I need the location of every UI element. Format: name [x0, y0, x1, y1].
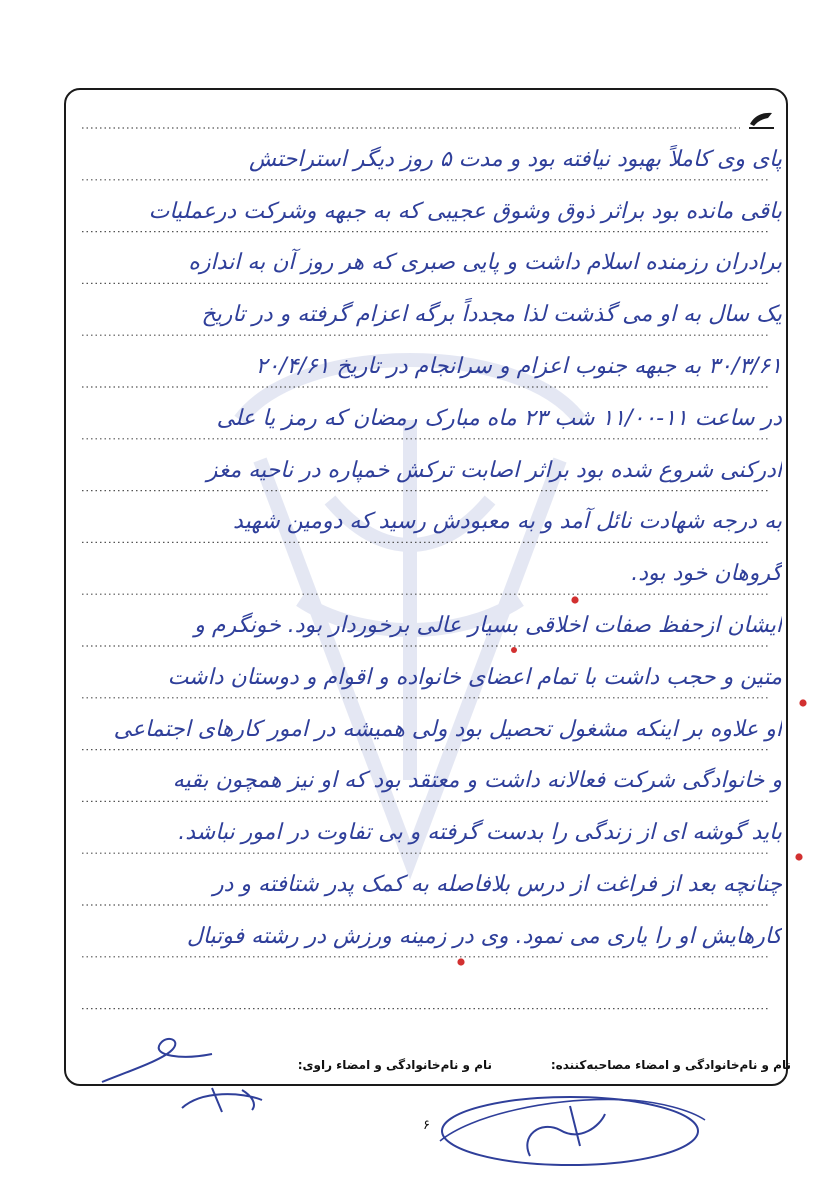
red-bullet-mark [795, 853, 802, 860]
handwritten-line: در ساعت ۱۱-۱۱/۰۰ شب ۲۳ ماه مبارک رمضان که رمز یا علی [216, 405, 782, 431]
handwritten-line: باقی مانده بود براثر ذوق وشوق عجیبی که به جبهه وشرکت درعملیات [148, 198, 782, 224]
handwritten-line: گروهان خود بود. [631, 561, 782, 587]
narrator-signature [92, 1030, 282, 1120]
red-bullet-mark [511, 647, 517, 653]
handwritten-line: به درجه شهادت نائل آمد و به معبودش رسید که دومین شهید [233, 509, 782, 535]
handwritten-line: پای وی کاملاً بهبود نیافته بود و مدت ۵ روز دیگر استراحتش [249, 146, 782, 172]
handwritten-line: ۳۰/۳/۶۱ به جبهه جنوب اعزام و سرانجام در تاریخ ۲۰/۴/۶۱ [255, 354, 782, 379]
red-bullet-mark [571, 596, 578, 603]
red-bullet-mark [799, 699, 806, 706]
handwritten-line: متین و حجب داشت با تمام اعضای خانواده و اقوام و دوستان داشت [167, 664, 782, 690]
red-bullet-mark [457, 958, 464, 965]
handwritten-line: یک سال به او می گذشت لذا مجدداً برگه اعزام گرفته و در تاریخ [201, 302, 782, 328]
handwritten-line: او علاوه بر اینکه مشغول تحصیل بود ولی همیشه در امور کارهای اجتماعی [113, 716, 782, 742]
handwritten-line: و خانوادگی شرکت فعالانه داشت و معتقد بود که او نیز همچون بقیه [172, 768, 782, 794]
handwritten-line: باید گوشه ای از زندگی را بدست گرفته و بی تفاوت در امور نباشد. [178, 820, 782, 846]
handwritten-line: چنانچه بعد از فراغت از درس بلافاصله به کمک پدر شتافته و در [213, 872, 782, 897]
handwritten-line: ادرکنی شروع شده بود براثر اصابت ترکش خمپاره در ناحیه مغز [206, 457, 782, 483]
interviewer-signature-label: نام و نام‌خانوادگی و امضاء مصاحبه‌کننده: [550, 1058, 791, 1072]
page-number: ۶ [423, 1118, 430, 1133]
narrator-signature-label: نام و نام‌خانوادگی و امضاء راوی: [297, 1058, 492, 1072]
handwritten-line: کارهایش او را یاری می نمود. وی در زمینه ورزش در رشته فوتبال [186, 923, 782, 949]
interviewer-signature [430, 1086, 710, 1176]
handwritten-line: برادران رزمنده اسلام داشت و پایی صبری که هر روز آن به اندازه [188, 250, 782, 276]
handwritten-line: ایشان ازحفظ صفات اخلاقی بسیار عالی برخوردار بود. خونگرم و [194, 613, 782, 638]
